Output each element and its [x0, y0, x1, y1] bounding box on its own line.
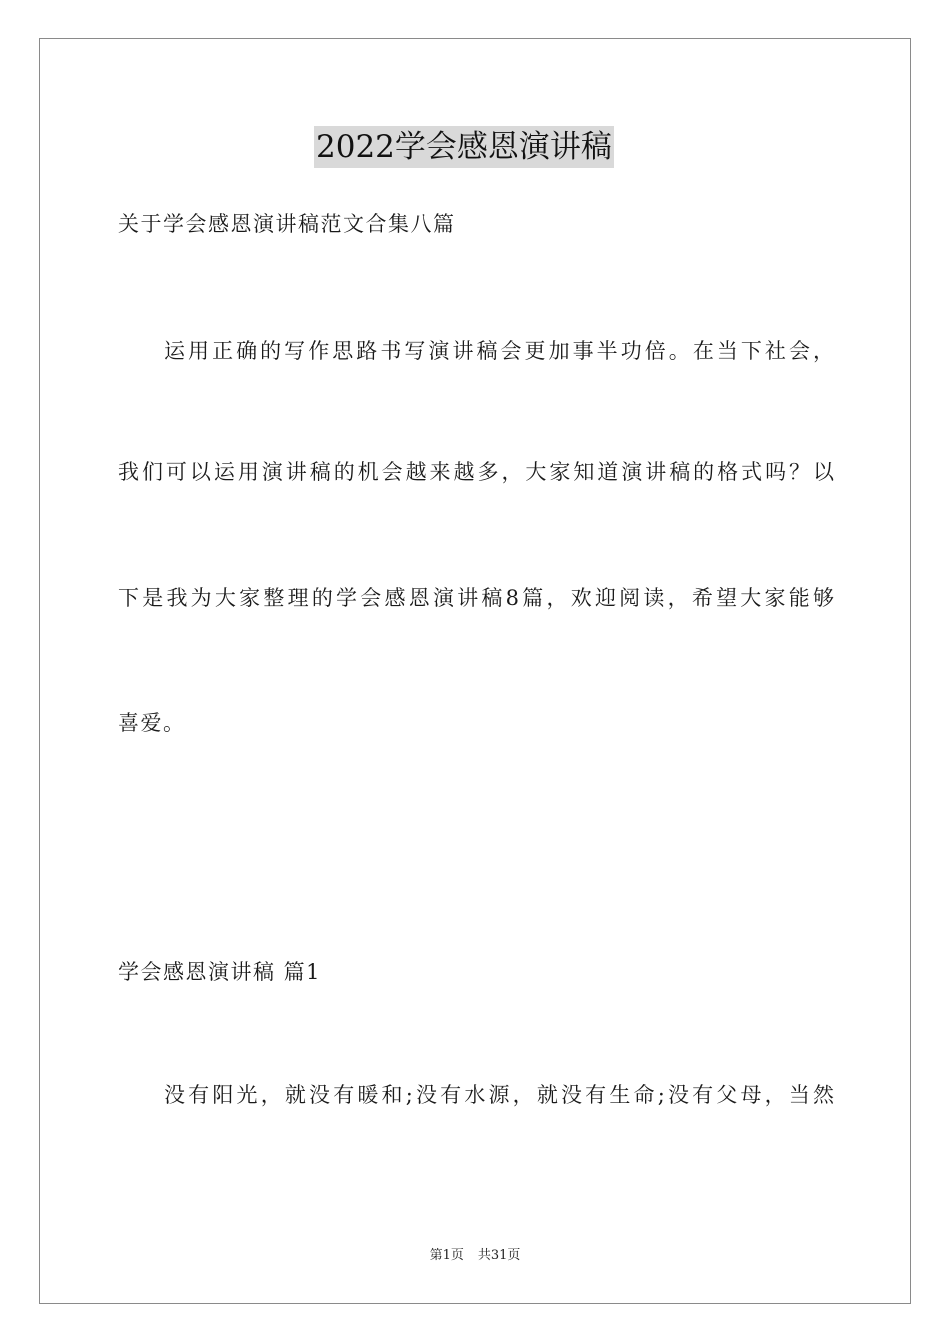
intro-line-3: 下是我为大家整理的学会感恩演讲稿8篇，欢迎阅读，希望大家能够 [118, 586, 834, 610]
document-title: 2022学会感恩演讲稿 [314, 126, 614, 168]
section-heading: 学会感恩演讲稿 篇1 [118, 960, 322, 984]
intro-line-1: 运用正确的写作思路书写演讲稿会更加事半功倍。在当下社会， [164, 339, 834, 363]
intro-line-2: 我们可以运用演讲稿的机会越来越多，大家知道演讲稿的格式吗？以 [118, 460, 834, 484]
page-footer [0, 1247, 950, 1265]
document-subtitle: 关于学会感恩演讲稿范文合集八篇 [118, 212, 456, 236]
intro-line-4: 喜爱。 [118, 711, 186, 735]
section-line-1: 没有阳光，就没有暖和;没有水源，就没有生命;没有父母，当然 [164, 1083, 834, 1107]
page-total: 共31页 [477, 1248, 521, 1263]
page-number: 第1页 [429, 1248, 464, 1263]
